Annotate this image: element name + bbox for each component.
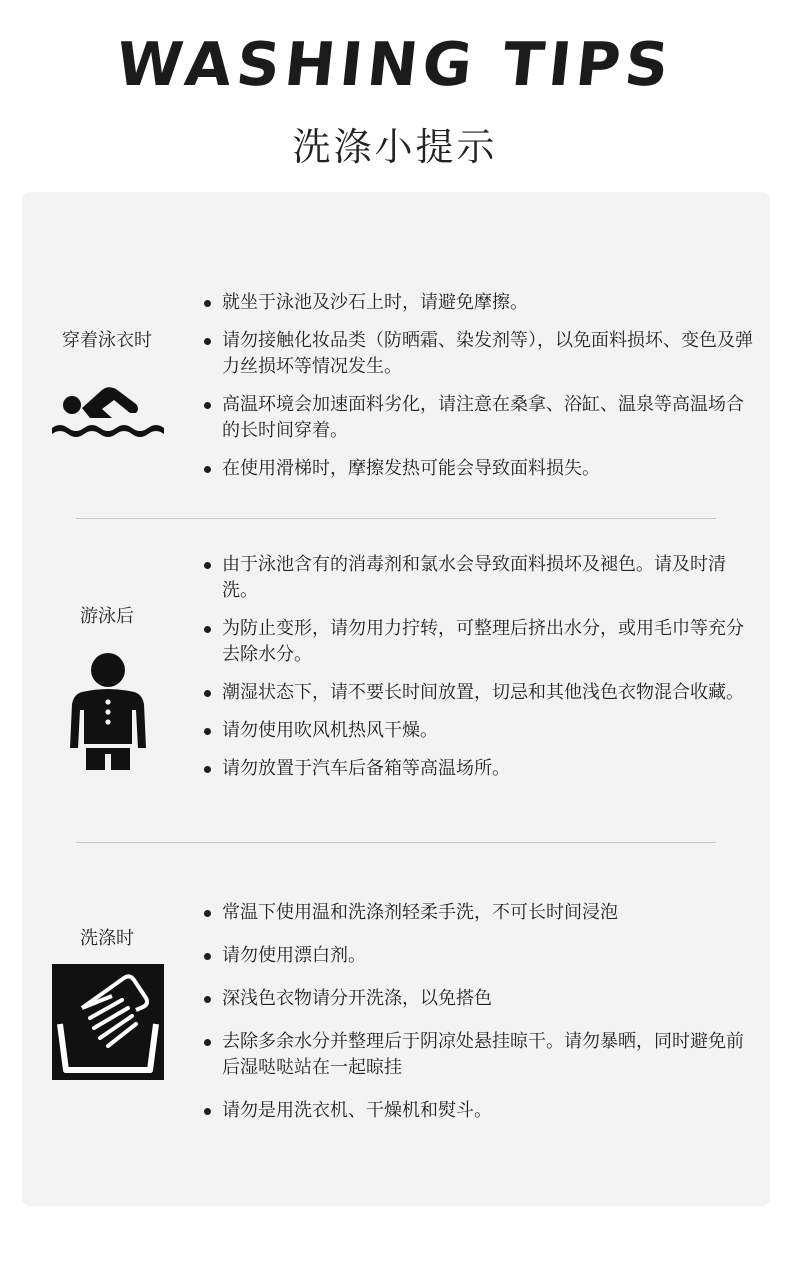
list-item: 高温环境会加速面料劣化，请注意在桑拿、浴缸、温泉等高温场合的长时间穿着。 — [204, 392, 754, 444]
bullet-list — [204, 900, 754, 1124]
page-title: WASHING TIPS — [113, 30, 677, 100]
swimmer-icon — [50, 378, 166, 442]
list-item: 就坐于泳池及沙石上时，请避免摩擦。 — [204, 290, 754, 316]
list-item: 由于泳池含有的消毒剂和氯水会导致面料损坏及褪色。请及时清洗。 — [204, 552, 754, 604]
list-item: 请勿接触化妆品类（防晒霜、染发剂等），以免面料损坏、变色及弹力丝损坏等情况发生。 — [204, 328, 754, 380]
section-label: 洗涤时 — [80, 928, 134, 949]
person-icon — [68, 652, 148, 772]
page-subtitle: 洗涤小提示 — [292, 125, 498, 169]
section-label: 穿着泳衣时 — [62, 330, 152, 351]
list-item: 在使用滑梯时，摩擦发热可能会导致面料损失。 — [204, 456, 754, 482]
list-item: 请勿使用漂白剂。 — [204, 943, 754, 969]
list-item: 深浅色衣物请分开洗涤，以免搭色 — [204, 986, 754, 1012]
bullet-list — [204, 552, 754, 782]
list-item: 请勿放置于汽车后备箱等高温场所。 — [204, 756, 754, 782]
list-item: 去除多余水分并整理后于阴凉处悬挂晾干。请勿暴晒，同时避免前后湿哒哒站在一起晾挂 — [204, 1029, 754, 1081]
list-item: 常温下使用温和洗涤剂轻柔手洗，不可长时间浸泡 — [204, 900, 754, 926]
hand-wash-icon — [52, 964, 164, 1080]
bullet-list — [204, 290, 754, 482]
section-label: 游泳后 — [80, 606, 134, 627]
list-item: 请勿使用吹风机热风干燥。 — [204, 718, 754, 744]
list-item: 请勿是用洗衣机、干燥机和熨斗。 — [204, 1098, 754, 1124]
list-item: 为防止变形，请勿用力拧转，可整理后挤出水分，或用毛巾等充分去除水分。 — [204, 616, 754, 668]
divider — [76, 842, 716, 843]
tips-card — [22, 192, 770, 1206]
divider — [76, 518, 716, 519]
list-item: 潮湿状态下，请不要长时间放置，切忌和其他浅色衣物混合收藏。 — [204, 680, 754, 706]
